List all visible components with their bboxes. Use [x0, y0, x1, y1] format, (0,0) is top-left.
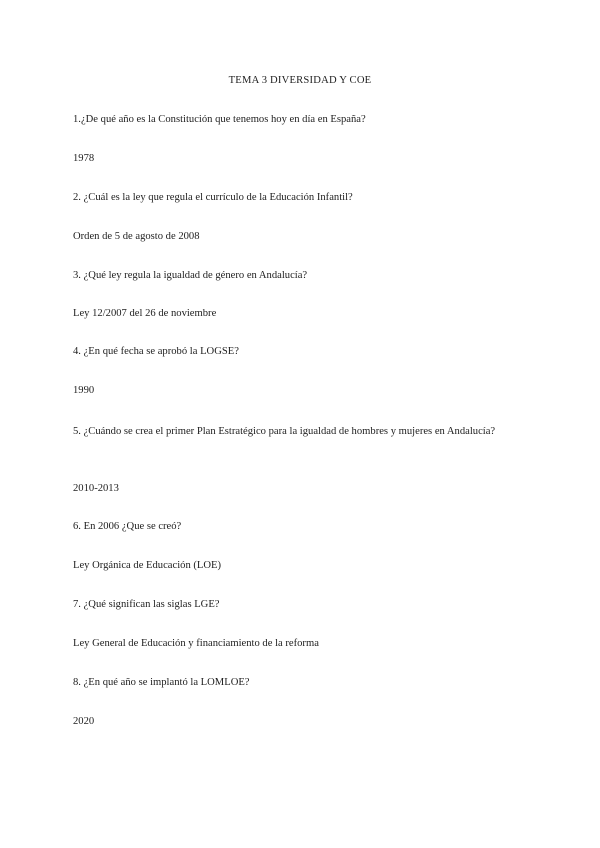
question-7: 7. ¿Qué significan las siglas LGE? [73, 599, 220, 610]
answer-2: Orden de 5 de agosto de 2008 [73, 231, 200, 242]
answer-1: 1978 [73, 153, 95, 164]
answer-4: 1990 [73, 385, 95, 396]
answer-3: Ley 12/2007 del 26 de noviembre [73, 308, 217, 319]
question-5: 5. ¿Cuándo se crea el primer Plan Estratégico para la igualdad de hombres y mujeres en Andalucía? [73, 426, 496, 437]
answer-7: Ley General de Educación y financiamiento de la reforma [73, 638, 319, 649]
question-4: 4. ¿En qué fecha se aprobó la LOGSE? [73, 346, 239, 357]
question-1: 1.¿De qué año es la Constitución que tenemos hoy en día en España? [73, 114, 366, 125]
answer-5: 2010-2013 [73, 483, 119, 494]
question-6: 6. En 2006 ¿Que se creó? [73, 521, 182, 532]
question-3: 3. ¿Qué ley regula la igualdad de género en Andalucía? [73, 270, 308, 281]
answer-6: Ley Orgánica de Educación (LOE) [73, 560, 222, 571]
question-2: 2. ¿Cuál es la ley que regula el currículo de la Educación Infantil? [73, 192, 353, 203]
document-title: TEMA 3 DIVERSIDAD Y COE [228, 75, 372, 86]
answer-8: 2020 [73, 716, 95, 727]
question-8: 8. ¿En qué año se implantó la LOMLOE? [73, 677, 250, 688]
